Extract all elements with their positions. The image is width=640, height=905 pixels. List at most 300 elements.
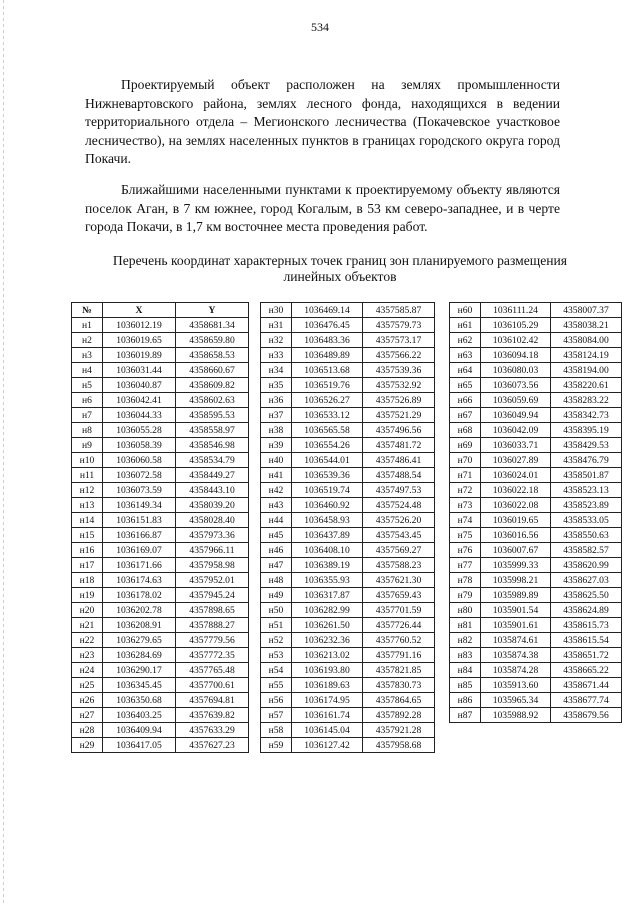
y-cell: 4357521.29 xyxy=(363,408,435,423)
point-cell: н5 xyxy=(72,378,103,393)
point-cell: н59 xyxy=(261,738,292,753)
y-cell: 4358620.99 xyxy=(551,558,622,573)
table-row xyxy=(72,708,249,723)
table-row xyxy=(450,318,622,333)
table-row xyxy=(72,453,249,468)
y-cell: 4357497.53 xyxy=(363,483,435,498)
y-cell: 4358533.05 xyxy=(551,513,622,528)
point-cell: н81 xyxy=(450,618,481,633)
point-cell: н35 xyxy=(261,378,292,393)
point-cell: н28 xyxy=(72,723,103,738)
x-cell: 1036094.18 xyxy=(481,348,551,363)
table-row xyxy=(450,558,622,573)
table-row xyxy=(72,333,249,348)
table-row xyxy=(450,393,622,408)
x-cell: 1036290.17 xyxy=(103,663,176,678)
x-cell: 1035901.61 xyxy=(481,618,551,633)
point-cell: н16 xyxy=(72,543,103,558)
point-cell: н67 xyxy=(450,408,481,423)
point-cell: н31 xyxy=(261,318,292,333)
table-row xyxy=(261,303,435,318)
point-cell: н55 xyxy=(261,678,292,693)
x-cell: 1036232.36 xyxy=(292,633,363,648)
table-row xyxy=(72,393,249,408)
x-cell: 1036042.09 xyxy=(481,423,551,438)
table-row xyxy=(450,573,622,588)
y-cell: 4358546.98 xyxy=(176,438,249,453)
y-cell: 4357633.29 xyxy=(176,723,249,738)
table-row xyxy=(261,363,435,378)
x-cell: 1036044.33 xyxy=(103,408,176,423)
x-cell: 1036284.69 xyxy=(103,648,176,663)
table-row xyxy=(450,693,622,708)
table-row xyxy=(261,693,435,708)
point-cell: н64 xyxy=(450,363,481,378)
point-cell: н14 xyxy=(72,513,103,528)
table-row xyxy=(72,663,249,678)
table-row xyxy=(72,408,249,423)
table-row xyxy=(72,348,249,363)
table-row xyxy=(261,738,435,753)
y-cell: 4357821.85 xyxy=(363,663,435,678)
y-cell: 4358671.44 xyxy=(551,678,622,693)
x-cell: 1036019.65 xyxy=(481,513,551,528)
y-cell: 4358039.20 xyxy=(176,498,249,513)
x-cell: 1036193.80 xyxy=(292,663,363,678)
point-cell: н86 xyxy=(450,693,481,708)
point-cell: н32 xyxy=(261,333,292,348)
y-cell: 4357481.72 xyxy=(363,438,435,453)
x-cell: 1035913.60 xyxy=(481,678,551,693)
point-cell: н7 xyxy=(72,408,103,423)
table-row xyxy=(261,663,435,678)
table-row xyxy=(261,468,435,483)
y-cell: 4357973.36 xyxy=(176,528,249,543)
x-cell: 1036279.65 xyxy=(103,633,176,648)
x-cell: 1036102.42 xyxy=(481,333,551,348)
y-cell: 4357585.87 xyxy=(363,303,435,318)
table-row xyxy=(261,393,435,408)
x-cell: 1036073.59 xyxy=(103,483,176,498)
y-cell: 4358651.72 xyxy=(551,648,622,663)
point-cell: н43 xyxy=(261,498,292,513)
y-cell: 4358558.97 xyxy=(176,423,249,438)
table-row xyxy=(261,588,435,603)
y-cell: 4358007.37 xyxy=(551,303,622,318)
point-cell: н79 xyxy=(450,588,481,603)
y-cell: 4358395.19 xyxy=(551,423,622,438)
x-cell: 1036208.91 xyxy=(103,618,176,633)
table-row xyxy=(72,573,249,588)
point-cell: н52 xyxy=(261,633,292,648)
point-cell: н73 xyxy=(450,498,481,513)
y-cell: 4358084.00 xyxy=(551,333,622,348)
point-cell: н34 xyxy=(261,363,292,378)
point-cell: н85 xyxy=(450,678,481,693)
table-row xyxy=(261,648,435,663)
point-cell: н47 xyxy=(261,558,292,573)
x-cell: 1036019.89 xyxy=(103,348,176,363)
table-row xyxy=(450,378,622,393)
point-cell: н25 xyxy=(72,678,103,693)
point-cell: н39 xyxy=(261,438,292,453)
y-cell: 4358609.82 xyxy=(176,378,249,393)
table-row xyxy=(450,303,622,318)
page-number: 534 xyxy=(311,20,329,34)
y-cell: 4357659.43 xyxy=(363,588,435,603)
y-cell: 4358449.27 xyxy=(176,468,249,483)
table-row xyxy=(72,558,249,573)
x-cell: 1035874.28 xyxy=(481,663,551,678)
coordinates-table-right xyxy=(449,302,622,723)
x-cell: 1036350.68 xyxy=(103,693,176,708)
x-cell: 1036027.89 xyxy=(481,453,551,468)
table-row xyxy=(72,648,249,663)
table-row xyxy=(450,708,622,723)
x-cell: 1035999.33 xyxy=(481,558,551,573)
x-cell: 1036513.68 xyxy=(292,363,363,378)
y-cell: 4357888.27 xyxy=(176,618,249,633)
y-cell: 4357639.82 xyxy=(176,708,249,723)
point-cell: н48 xyxy=(261,573,292,588)
y-cell: 4358582.57 xyxy=(551,543,622,558)
table-row xyxy=(450,678,622,693)
point-cell: н22 xyxy=(72,633,103,648)
table-row xyxy=(450,438,622,453)
x-cell: 1036149.34 xyxy=(103,498,176,513)
point-cell: н62 xyxy=(450,333,481,348)
x-cell: 1036161.74 xyxy=(292,708,363,723)
y-cell: 4358283.22 xyxy=(551,393,622,408)
header-point: № xyxy=(72,303,103,318)
table-row xyxy=(72,378,249,393)
point-cell: н19 xyxy=(72,588,103,603)
y-cell: 4357694.81 xyxy=(176,693,249,708)
table-row xyxy=(261,438,435,453)
table-row xyxy=(72,723,249,738)
point-cell: н2 xyxy=(72,333,103,348)
y-cell: 4358625.50 xyxy=(551,588,622,603)
x-cell: 1036166.87 xyxy=(103,528,176,543)
y-cell: 4358615.54 xyxy=(551,633,622,648)
point-cell: н30 xyxy=(261,303,292,318)
table-row xyxy=(261,378,435,393)
x-cell: 1035988.92 xyxy=(481,708,551,723)
point-cell: н10 xyxy=(72,453,103,468)
point-cell: н60 xyxy=(450,303,481,318)
point-cell: н45 xyxy=(261,528,292,543)
x-cell: 1036060.58 xyxy=(103,453,176,468)
y-cell: 4357579.73 xyxy=(363,318,435,333)
x-cell: 1036072.58 xyxy=(103,468,176,483)
x-cell: 1036042.41 xyxy=(103,393,176,408)
y-cell: 4358627.03 xyxy=(551,573,622,588)
table-row xyxy=(261,513,435,528)
y-cell: 4358429.53 xyxy=(551,438,622,453)
point-cell: н75 xyxy=(450,528,481,543)
y-cell: 4358028.40 xyxy=(176,513,249,528)
y-cell: 4357569.27 xyxy=(363,543,435,558)
point-cell: н51 xyxy=(261,618,292,633)
x-cell: 1036519.74 xyxy=(292,483,363,498)
point-cell: н56 xyxy=(261,693,292,708)
table-row xyxy=(261,543,435,558)
table-row xyxy=(450,348,622,363)
x-cell: 1036213.02 xyxy=(292,648,363,663)
table-row xyxy=(261,633,435,648)
table-row xyxy=(450,603,622,618)
point-cell: н71 xyxy=(450,468,481,483)
point-cell: н23 xyxy=(72,648,103,663)
point-cell: н68 xyxy=(450,423,481,438)
x-cell: 1035874.61 xyxy=(481,633,551,648)
table-row xyxy=(72,603,249,618)
y-cell: 4358659.80 xyxy=(176,333,249,348)
table-row xyxy=(450,528,622,543)
table-row xyxy=(72,528,249,543)
y-cell: 4357958.68 xyxy=(363,738,435,753)
table-row xyxy=(261,678,435,693)
table-row xyxy=(450,468,622,483)
table-row xyxy=(450,423,622,438)
x-cell: 1035989.89 xyxy=(481,588,551,603)
y-cell: 4358476.79 xyxy=(551,453,622,468)
point-cell: н58 xyxy=(261,723,292,738)
table-row xyxy=(72,438,249,453)
x-cell: 1036554.26 xyxy=(292,438,363,453)
y-cell: 4357779.56 xyxy=(176,633,249,648)
point-cell: н57 xyxy=(261,708,292,723)
y-cell: 4357486.41 xyxy=(363,453,435,468)
point-cell: н77 xyxy=(450,558,481,573)
point-cell: н69 xyxy=(450,438,481,453)
y-cell: 4358665.22 xyxy=(551,663,622,678)
table-row xyxy=(261,453,435,468)
x-cell: 1036073.56 xyxy=(481,378,551,393)
x-cell: 1036059.69 xyxy=(481,393,551,408)
point-cell: н61 xyxy=(450,318,481,333)
x-cell: 1036040.87 xyxy=(103,378,176,393)
point-cell: н26 xyxy=(72,693,103,708)
x-cell: 1036189.63 xyxy=(292,678,363,693)
y-cell: 4357864.65 xyxy=(363,693,435,708)
table-row xyxy=(261,408,435,423)
y-cell: 4358658.53 xyxy=(176,348,249,363)
y-cell: 4357566.22 xyxy=(363,348,435,363)
table-row xyxy=(72,588,249,603)
table-row xyxy=(72,423,249,438)
y-cell: 4357760.52 xyxy=(363,633,435,648)
x-cell: 1036261.50 xyxy=(292,618,363,633)
x-cell: 1036058.39 xyxy=(103,438,176,453)
point-cell: н6 xyxy=(72,393,103,408)
x-cell: 1036408.10 xyxy=(292,543,363,558)
y-cell: 4358220.61 xyxy=(551,378,622,393)
point-cell: н84 xyxy=(450,663,481,678)
table-row xyxy=(72,543,249,558)
point-cell: н20 xyxy=(72,603,103,618)
x-cell: 1036437.89 xyxy=(292,528,363,543)
point-cell: н15 xyxy=(72,528,103,543)
y-cell: 4357532.92 xyxy=(363,378,435,393)
x-cell: 1035965.34 xyxy=(481,693,551,708)
table-row xyxy=(72,318,249,333)
x-cell: 1036151.83 xyxy=(103,513,176,528)
x-cell: 1036458.93 xyxy=(292,513,363,528)
point-cell: н37 xyxy=(261,408,292,423)
table-row xyxy=(261,558,435,573)
x-cell: 1036345.45 xyxy=(103,678,176,693)
table-row xyxy=(450,408,622,423)
x-cell: 1036539.36 xyxy=(292,468,363,483)
y-cell: 4358443.10 xyxy=(176,483,249,498)
x-cell: 1036178.02 xyxy=(103,588,176,603)
point-cell: н41 xyxy=(261,468,292,483)
x-cell: 1036565.58 xyxy=(292,423,363,438)
table-row xyxy=(72,513,249,528)
y-cell: 4357496.56 xyxy=(363,423,435,438)
y-cell: 4357627.23 xyxy=(176,738,249,753)
point-cell: н18 xyxy=(72,573,103,588)
y-cell: 4358342.73 xyxy=(551,408,622,423)
table-row xyxy=(72,483,249,498)
point-cell: н1 xyxy=(72,318,103,333)
table-row xyxy=(261,423,435,438)
point-cell: н42 xyxy=(261,483,292,498)
point-cell: н65 xyxy=(450,378,481,393)
table-row xyxy=(450,618,622,633)
y-cell: 4358677.74 xyxy=(551,693,622,708)
header-x: X xyxy=(103,303,176,318)
y-cell: 4357791.16 xyxy=(363,648,435,663)
x-cell: 1036417.05 xyxy=(103,738,176,753)
x-cell: 1036409.94 xyxy=(103,723,176,738)
y-cell: 4358124.19 xyxy=(551,348,622,363)
point-cell: н24 xyxy=(72,663,103,678)
x-cell: 1036145.04 xyxy=(292,723,363,738)
point-cell: н63 xyxy=(450,348,481,363)
x-cell: 1036033.71 xyxy=(481,438,551,453)
point-cell: н72 xyxy=(450,483,481,498)
table-row xyxy=(72,693,249,708)
y-cell: 4357488.54 xyxy=(363,468,435,483)
x-cell: 1036105.29 xyxy=(481,318,551,333)
table-row xyxy=(72,363,249,378)
x-cell: 1036202.78 xyxy=(103,603,176,618)
x-cell: 1036024.01 xyxy=(481,468,551,483)
x-cell: 1036389.19 xyxy=(292,558,363,573)
y-cell: 4357524.48 xyxy=(363,498,435,513)
x-cell: 1036544.01 xyxy=(292,453,363,468)
point-cell: н9 xyxy=(72,438,103,453)
x-cell: 1036031.44 xyxy=(103,363,176,378)
table-row xyxy=(261,318,435,333)
table-row xyxy=(72,468,249,483)
y-cell: 4357526.89 xyxy=(363,393,435,408)
y-cell: 4358624.89 xyxy=(551,603,622,618)
x-cell: 1036080.03 xyxy=(481,363,551,378)
y-cell: 4357543.45 xyxy=(363,528,435,543)
x-cell: 1035998.21 xyxy=(481,573,551,588)
scan-margin-line xyxy=(3,0,4,905)
y-cell: 4357539.36 xyxy=(363,363,435,378)
point-cell: н12 xyxy=(72,483,103,498)
point-cell: н40 xyxy=(261,453,292,468)
table-row xyxy=(450,543,622,558)
y-cell: 4357921.28 xyxy=(363,723,435,738)
table-row xyxy=(72,633,249,648)
point-cell: н53 xyxy=(261,648,292,663)
y-cell: 4357892.28 xyxy=(363,708,435,723)
point-cell: н36 xyxy=(261,393,292,408)
y-cell: 4358595.53 xyxy=(176,408,249,423)
x-cell: 1036317.87 xyxy=(292,588,363,603)
point-cell: н87 xyxy=(450,708,481,723)
x-cell: 1036169.07 xyxy=(103,543,176,558)
x-cell: 1036174.95 xyxy=(292,693,363,708)
paragraph-nearest-settlements: Ближайшими населенными пунктами к проектируемому объекту являются поселок Аган, в 7 км южнее, город Когалым, в 53 км северо-западнее, и в черте города Покачи, в 1,7 км восточнее места проведения работ. xyxy=(85,182,560,235)
y-cell: 4358550.63 xyxy=(551,528,622,543)
y-cell: 4358038.21 xyxy=(551,318,622,333)
table-row xyxy=(261,573,435,588)
x-cell: 1035874.38 xyxy=(481,648,551,663)
point-cell: н46 xyxy=(261,543,292,558)
y-cell: 4357765.48 xyxy=(176,663,249,678)
x-cell: 1036055.28 xyxy=(103,423,176,438)
y-cell: 4357526.20 xyxy=(363,513,435,528)
y-cell: 4357621.30 xyxy=(363,573,435,588)
x-cell: 1036355.93 xyxy=(292,573,363,588)
y-cell: 4357830.73 xyxy=(363,678,435,693)
point-cell: н21 xyxy=(72,618,103,633)
x-cell: 1036022.18 xyxy=(481,483,551,498)
y-cell: 4357700.61 xyxy=(176,678,249,693)
x-cell: 1036282.99 xyxy=(292,603,363,618)
y-cell: 4357952.01 xyxy=(176,573,249,588)
table-row xyxy=(450,333,622,348)
point-cell: н49 xyxy=(261,588,292,603)
y-cell: 4358615.73 xyxy=(551,618,622,633)
point-cell: н11 xyxy=(72,468,103,483)
table-row xyxy=(261,498,435,513)
point-cell: н8 xyxy=(72,423,103,438)
point-cell: н50 xyxy=(261,603,292,618)
point-cell: н83 xyxy=(450,648,481,663)
point-cell: н17 xyxy=(72,558,103,573)
x-cell: 1036483.36 xyxy=(292,333,363,348)
table-row xyxy=(261,708,435,723)
x-cell: 1036533.12 xyxy=(292,408,363,423)
point-cell: н3 xyxy=(72,348,103,363)
point-cell: н38 xyxy=(261,423,292,438)
x-cell: 1036171.66 xyxy=(103,558,176,573)
x-cell: 1036022.08 xyxy=(481,498,551,513)
table-row xyxy=(261,333,435,348)
table-row xyxy=(450,633,622,648)
y-cell: 4358660.67 xyxy=(176,363,249,378)
point-cell: н80 xyxy=(450,603,481,618)
table-row xyxy=(261,723,435,738)
y-cell: 4358523.89 xyxy=(551,498,622,513)
point-cell: н29 xyxy=(72,738,103,753)
y-cell: 4357958.98 xyxy=(176,558,249,573)
x-cell: 1036489.89 xyxy=(292,348,363,363)
x-cell: 1036049.94 xyxy=(481,408,551,423)
table-row xyxy=(261,618,435,633)
y-cell: 4357588.23 xyxy=(363,558,435,573)
table-row xyxy=(450,483,622,498)
y-cell: 4357772.35 xyxy=(176,648,249,663)
